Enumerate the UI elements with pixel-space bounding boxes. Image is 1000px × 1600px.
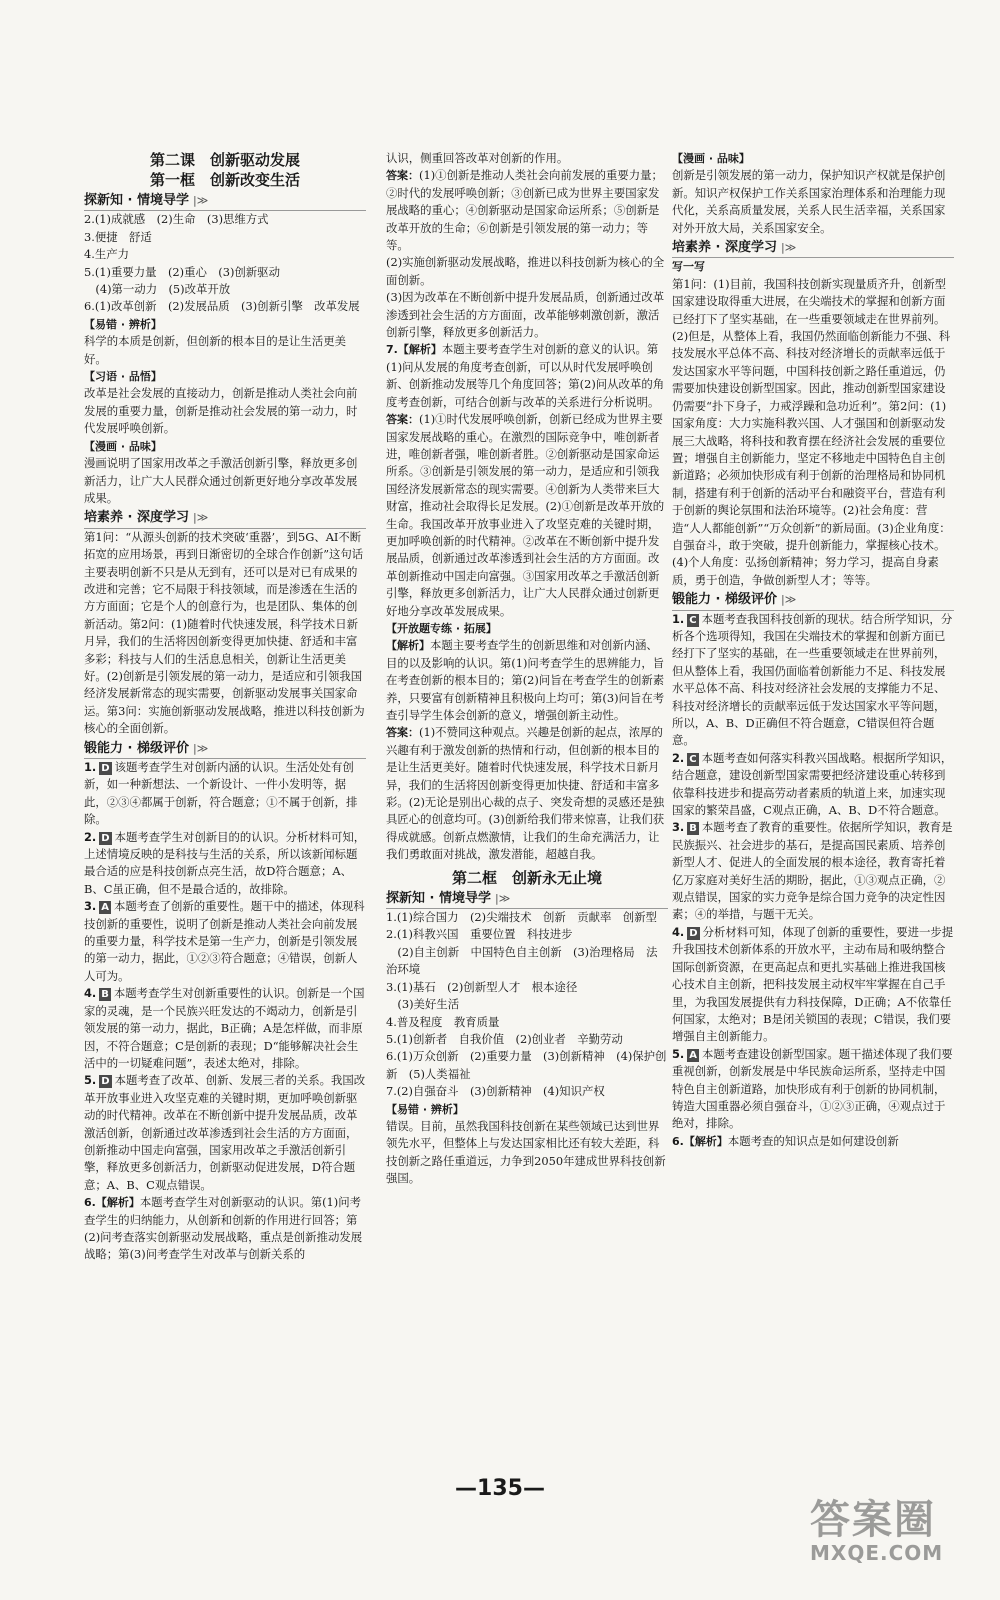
manhua-text: 漫画说明了国家用改革之手激活创新引擎，释放更多创新活力，让广大人民群众通过创新更好地分享改革发展成果。 bbox=[84, 456, 358, 505]
deep-learning-text: 第1问：“从源头创新的技术突破‘重器’，到5G、AI不断拓宽的应用场景，再到日渐密切的全球合作创新”这句话主要表明创新不只是从无到有，还可以是对已有成果的改进和完善；它不局限于科技领域，而是渗透在生活的方方面面；它是个人的创意行为，也是团队、集体的创新活动。第2问：(1)随着时代快速发展，科学技术日新月异，我们的生活将因创新变得更加快捷、舒适和丰富多彩；科技与人们的生活息息相关，创新让生活更美好。(2)创新是引领发展的第一动力，是适应和引领我国经济发展新常态的现实需要，创新驱动发展事关国家命运。第3问：实施创新驱动发展战略，推进以科技创新为核心的全面创新。 bbox=[84, 529, 365, 736]
tag-kaifang: 【开放题专练 · 拓展】 bbox=[386, 621, 497, 635]
answer-item: 6.【解析】本题考查的知识点是如何建设创新 bbox=[672, 1133, 899, 1148]
answer-item: 1. C 本题考查我国科技创新的现状。结合所学知识，分析各个选项得知，我国在尖端技术的掌握和创新方面已经打下了坚实的基础，在一些重要领域走在世界前列，但从整体上看，我国仍面临着创新能力不足、科技发展水平总体不高、科技对经济社会发展的支撑能力不足、科技对经济增长的贡献率远低于发达国家水平等问题，所以，A、B、D正确但不符合题意，C错误但符合题意。 bbox=[672, 611, 953, 748]
label-write: 写一写 bbox=[672, 260, 705, 274]
answer-item: 4. D 分析材料可知，体现了创新的重要性，要进一步提升我国技术创新体系的开放水平，主动布局和吸纳整合国际创新资源，在更高起点和更扎实基础上推进我国核心技术自主创新，把科技发展主动权牢牢掌握在自己手里，为我国发展提供有力科技保障，D正确；A不依靠任何国家，太绝对；B是闭关锁国的表现；C错误，我们要增强自主创新能力。 bbox=[672, 924, 954, 1044]
manhua-text-2: 创新是引领发展的第一动力，保护知识产权就是保护创新。知识产权保护工作关系国家治理体系和治理能力现代化，关系高质量发展，关系人民生活幸福，关系国家对外开放大局，关系国家安全。 bbox=[672, 168, 946, 235]
tag-yicuo: 【易错 · 辨析】 bbox=[84, 317, 162, 331]
answer-line: 5.(1)创新者 自我价值 (2)创业者 辛勤劳动 bbox=[386, 1031, 623, 1046]
answer-line: (2)自主创新 中国特色自主创新 (3)治理格局 法治环境 bbox=[386, 944, 658, 977]
answer-block: 答案：(1)①时代发展呼唤创新，创新已经成为世界主要国家发展战略的重心。在激烈的国际竞争中，唯创新者进，唯创新者强，唯创新者胜。②创新驱动是国家命运所系。③创新是引领发展的第一动力，是适应和引领我国经济发展新常态的现实需要。④创新为人类带来巨大财富，推动社会取得长足发展。(2)①创新是改革开放的生命。我国改革开放事业进入了攻坚克难的关键时期，更加呼唤创新的时代精神。②改革在不断创新中提升发展品质，创新通过改革渗透到社会生活的方方面面。改革创新推动中国走向富强。③国家用改革之手激活创新引擎，释放更多创新活力，让广大人民群众通过创新更好地分享改革发展成果。 bbox=[386, 412, 665, 618]
heading-deep-learning: 培素养 · 深度学习 |≫ bbox=[84, 509, 366, 528]
heading-explore: 探新知 · 情境导学 |≫ bbox=[84, 192, 366, 211]
answer-item: 3. B 本题考查了教育的重要性。依据所学知识，教育是民族振兴、社会进步的基石，是提高国民素质、培养创新型人才、促进人的全面发展的根本途径，教育寄托着亿万家庭对美好生活的期盼，据此，①③观点正确，②观点错误，国家的实力竞争是综合国力竞争的决定性因素；④的举措，与题干无关。 bbox=[672, 820, 953, 922]
answer-item: 5. D 本题考查了改革、创新、发展三者的关系。我国改革开放事业进入攻坚克难的关键时期，更加呼唤创新驱动的时代精神。改革在不断创新中提升发展品质，改革激活创新，创新通过改革渗透到社会生活的方方面面，创新推动中国走向富强，国家用改革之手激活创新引擎，释放更多创新活力，创新驱动促进发展，D符合题意；A、B、C观点错误。 bbox=[84, 1073, 366, 1192]
xiyu-text: 改革是社会发展的直接动力，创新是推动人类社会向前发展的重要力量，创新是推动社会发展的第一动力，时代发展呼唤创新。 bbox=[84, 386, 358, 436]
tag-yicuo-2: 【易错 · 辨析】 bbox=[386, 1102, 464, 1116]
answer-line: 5.(1)重要力量 (2)重心 (3)创新驱动 bbox=[84, 264, 280, 279]
answer-line: 4.生产力 bbox=[84, 247, 130, 262]
answer-block: (3)因为改革在不断创新中提升发展品质，创新通过改革渗透到社会生活的方方面面，改革能够刺激创新，激活创新引擎，释放更多创新活力。 bbox=[386, 290, 665, 340]
kaifang-answer: 答案：(1)不赞同这种观点。兴趣是创新的起点，浓厚的兴趣有利于激发创新的热情和行动，但创新的根本目的是让生活更美好。随着时代快速发展，科学技术日新月异，我们的生活将因创新变得更加快捷、舒适和丰富多彩。(2)无论是别出心裁的点子、突发奇想的灵感还是独具匠心的创意均可。(3)创新给我们带来惊喜，让我们获得成就感。创新点燃激情，让我们的生命充满活力，让我们勇敢面对挑战，激发潜能，超越自我。 bbox=[386, 725, 665, 862]
watermark-logo bbox=[810, 1488, 960, 1588]
continued-text: 认识，侧重回答改革对创新的作用。 bbox=[386, 151, 569, 165]
column-middle bbox=[386, 150, 668, 1188]
heading-evaluation-2: 锻能力 · 梯级评价 |≫ bbox=[672, 591, 954, 610]
kaifang-text: 【解析】本题主要考查学生的创新思维和对创新内涵、目的以及影响的认识。第(1)问考查学生的思辨能力，旨在考查创新的根本目的；第(2)问旨在考查学生的创新素养，只要富有创新精神且积极向上均可；第(3)问旨在考查引导学生体会创新的意义，增强创新主动性。 bbox=[386, 638, 665, 722]
heading-explore-2: 探新知 · 情境导学 |≫ bbox=[386, 890, 668, 909]
answer-line: 4.普及程度 教育质量 bbox=[386, 1014, 500, 1029]
answer-item: 5. A 本题考查建设创新型国家。题干描述体现了我们要重视创新，创新发展是中华民族命运所系，坚持走中国特色自主创新道路，加快形成有利于创新的协同机制，铸造大国重器必须自强奋斗，①②③正确，④观点过于绝对，排除。 bbox=[672, 1046, 953, 1131]
answer-item: 6.【解析】本题考查学生对创新驱动的认识。第(1)问考查学生的归纳能力，从创新和创新的作用进行回答；第(2)问考查落实创新驱动发展战略，重点是创新推动发展战略；第(3)问考查学生对改革与创新关系的 bbox=[84, 1195, 363, 1262]
answer-line: 2.(1)科教兴国 重要位置 科技进步 bbox=[386, 927, 573, 942]
answer-item: 2. C 本题考查如何落实科教兴国战略。根据所学知识，结合题意，建设创新型国家需要把经济建设重心转移到依靠科技进步和提高劳动者素质的轨道上来，加速实现国家的繁荣昌盛，C观点正确，A、B、D不符合题意。 bbox=[672, 750, 953, 818]
textbook-page bbox=[84, 150, 954, 1510]
heading-evaluation: 锻能力 · 梯级评价 |≫ bbox=[84, 740, 366, 759]
answer-line: (4)第一动力 (5)改革开放 bbox=[84, 282, 231, 297]
answer-line: 3.便捷 舒适 bbox=[84, 229, 152, 244]
answer-line: 1.(1)综合国力 (2)尖端技术 创新 贡献率 创新型 bbox=[386, 910, 657, 925]
answer-item: 7.【解析】本题主要考查学生对创新的意义的认识。第(1)问从发展的角度考查创新，可以从时代发展呼唤创新、创新推动发展等几个角度回答；第(2)问从改革的角度考查创新，可结合创新与改革的关系进行分析说明。 bbox=[386, 342, 665, 409]
answer-line: 2.(1)成就感 (2)生命 (3)思维方式 bbox=[84, 212, 269, 227]
answer-line: (3)美好生活 bbox=[386, 997, 460, 1012]
section-title-2: 第二框 创新永无止境 bbox=[451, 868, 602, 887]
answer-line: 6.(1)改革创新 (2)发展品质 (3)创新引擎 改革发展 bbox=[84, 299, 360, 314]
page-number: —135— bbox=[455, 1476, 545, 1501]
answer-item: 2. D 本题考查学生对创新目的的认识。分析材料可知，上述情境反映的是科技与生活的关系，所以该新闻标题最合适的应是科技创新点亮生活，故D符合题意；A、B、C虽正确，但不是最合适的，故排除。 bbox=[84, 829, 366, 896]
answer-item: 1. D 该题考查学生对创新内涵的认识。生活处处有创新，如一种新想法、一个新设计、一件小发明等，据此，②③④都属于创新，符合题意；①不属于创新，排除。 bbox=[84, 760, 358, 827]
column-left bbox=[84, 150, 366, 1264]
answer-line: 7.(2)自强奋斗 (3)创新精神 (4)知识产权 bbox=[386, 1084, 605, 1099]
answer-line: 3.(1)基石 (2)创新型人才 根本途径 bbox=[386, 979, 578, 994]
tag-manhua: 【漫画 · 品味】 bbox=[84, 439, 162, 453]
answer-block: (2)实施创新驱动发展战略，推进以科技创新为核心的全面创新。 bbox=[386, 255, 665, 287]
column-right bbox=[672, 150, 954, 1150]
lesson-title: 第二课 创新驱动发展 bbox=[149, 151, 300, 169]
write-text: 第1问：(1)目前，我国科技创新实现量质齐升，创新型国家建设取得重大进展，在尖端技术的掌握和创新方面已经打下了坚实基础，在一些重要领域走在世界前列。(2)但是，从整体上看，我国仍然面临创新能力不强、科技发展水平总体不高、科技对经济增长的贡献率远低于发达国家水平等问题，中国科技创新之路任重道远，仍需要加快建设创新型国家。因此，推动创新型国家建设仍需要“扑下身子，力戒浮躁和急功近利”。第2问：(1)国家角度：大力实施科教兴国、人才强国和创新驱动发展三大战略，将科技和教育摆在经济社会发展的重要位置；增强自主创新能力，坚定不移地走中国特色自主创新道路；必须加快形成有利于创新的治理格局和协同机制，搭建有利于创新的活动平台和融资平台，营造有利于创新的舆论氛围和法治环境等。(2)社会角度：营造“人人都能创新”“万众创新”的新局面。(3)企业角度：自强奋斗，敢于突破，提升创新能力，掌握核心技术。(4)个人角度：弘扬创新精神；努力学习，提高自身素质，勇于创造，争做创新型人才；等等。 bbox=[672, 276, 951, 587]
tag-xiyu: 【习语 · 品悟】 bbox=[84, 370, 162, 384]
yicuo-text: 科学的本质是创新，但创新的根本目的是让生活更美好。 bbox=[84, 334, 346, 366]
answer-block: 答案：(1)①创新是推动人类社会向前发展的重要力量；②时代的发展呼唤创新；③创新已成为世界主要国家发展战略的重心；④创新驱动是国家命运所系；⑤创新是改革开放的生命；⑥创新是引领发展的第一动力；等等。 bbox=[386, 168, 663, 253]
answer-line: 6.(1)万众创新 (2)重要力量 (3)创新精神 (4)保护创新 (5)人类福祉 bbox=[386, 1049, 667, 1081]
answer-item: 3. A 本题考查了创新的重要性。题干中的描述，体现科技创新的重要性，说明了创新是推动人类社会向前发展的重要力量，科学技术是第一生产力，创新是引领发展的第一动力，据此，①②③符合题意；④错误，创新人人可为。 bbox=[84, 899, 365, 983]
tag-manhua-2: 【漫画 · 品味】 bbox=[672, 152, 750, 165]
section-title: 第一框 创新改变生活 bbox=[149, 171, 300, 189]
answer-item: 4. B 本题考查学生对创新重要性的认识。创新是一个国家的灵魂，是一个民族兴旺发达的不竭动力，创新是引领发展的第一动力，据此，B正确；A是怎样做，而非原因，不符合题意；C是创新的表现；D“能够解决社会生活中的一切疑难问题”，表述太绝对，排除。 bbox=[84, 986, 365, 1070]
heading-deep-learning-2: 培素养 · 深度学习 |≫ bbox=[672, 239, 954, 258]
watermark-text: 答案圈 bbox=[810, 1497, 936, 1543]
yicuo-text-2: 错误。目前，虽然我国科技创新在某些领域已达到世界领先水平，但整体上与发达国家相比还有较大差距，科技创新之路任重道远，力争到2050年建成世界科技创新强国。 bbox=[386, 1118, 666, 1186]
watermark-url: MXQE.COM bbox=[810, 1541, 944, 1565]
